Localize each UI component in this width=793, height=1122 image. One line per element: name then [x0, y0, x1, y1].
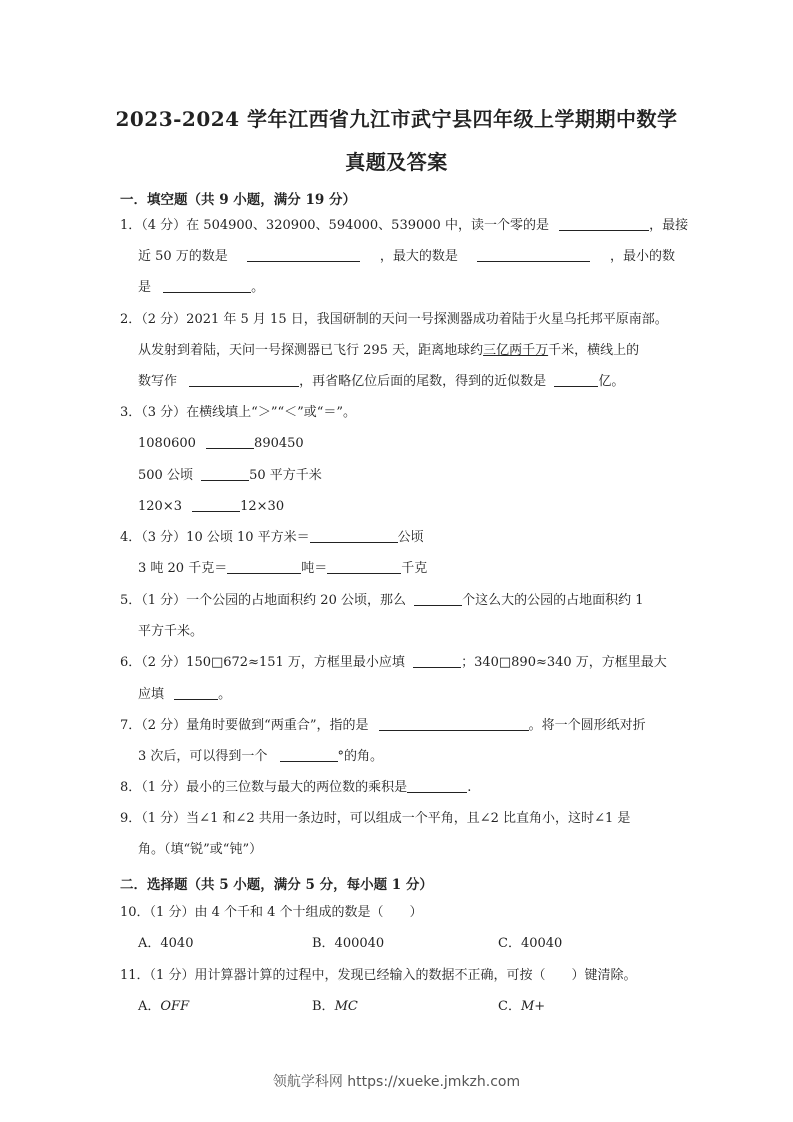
q6-text-a1: 6．（2 分）150□672≈151 万，方框里最小应填 [120, 655, 405, 670]
q1-text-c2: ，最大的数是 [379, 249, 458, 264]
question-4-line-1 [120, 528, 675, 548]
q8-text-a1: 8．（1 分）最小的三位数与最大的两位数的乘积是 [120, 780, 408, 795]
q4-text-b1: 3 吨 20 千克＝ [138, 561, 228, 576]
q3-blank-2[interactable] [201, 466, 249, 481]
q11-option-b-label: B． [312, 999, 335, 1014]
question-11-stem: 11．（1 分）用计算器计算的过程中，发现已经输入的数据不正确，可按（ ）键清除。 [120, 968, 637, 983]
q1-text-d1: 是 [138, 280, 152, 295]
q11-option-c-label: C． [498, 999, 521, 1014]
q1-text-c3: ，最小的数 [609, 249, 675, 264]
q8-blank-1[interactable] [407, 778, 467, 793]
q4-text-b2: 吨＝ [301, 561, 328, 576]
q8-text-a2: . [467, 780, 472, 795]
q11-option-a-label: A． [138, 999, 161, 1014]
q2-blank-1[interactable] [189, 372, 299, 387]
question-2-line-2 [138, 341, 693, 361]
q10-option-b[interactable]: B．400040 [312, 936, 385, 951]
question-3-stem: 3．（3 分）在横线填上“＞”“＜”或“＝”。 [120, 405, 357, 420]
question-4-line-2 [138, 559, 693, 579]
q3-r3-left: 120×3 [138, 499, 182, 514]
q3-r1-left: 1080600 [138, 436, 196, 451]
q6-text-b2: 。 [218, 687, 232, 702]
question-1-line-3 [138, 278, 693, 298]
q3-r2-right: 50 平方千米 [249, 468, 322, 483]
question-3-row-1 [138, 434, 693, 454]
q7-text-a1: 7．（2 分）量角时要做到“两重合”，指的是 [120, 718, 369, 733]
q1-blank-1[interactable] [559, 216, 649, 231]
q1-text-a: 1．（4 分）在 504900、320900、594000、539000 中，读一个零的是 [120, 218, 549, 233]
q6-text-b1: 应填 [138, 687, 165, 702]
page-title-line1: 2023-2024 学年江西省九江市武宁县四年级上学期期中数学 [115, 107, 678, 131]
q1-text-b: ，最接 [649, 218, 689, 233]
q1-text-c1: 近 50 万的数是 [138, 249, 228, 264]
q6-blank-2[interactable] [174, 685, 218, 700]
q2-text-b1: 从发射到着陆，天问一号探测器已飞行 295 天，距离地球约 [138, 343, 484, 358]
q1-blank-2[interactable] [247, 247, 360, 262]
q4-blank-1[interactable] [310, 528, 398, 543]
q1-blank-3[interactable] [477, 247, 590, 262]
q2-text-c3: 亿。 [598, 374, 625, 389]
q4-blank-2[interactable] [227, 559, 301, 574]
q4-text-b3: 千克 [401, 561, 428, 576]
q5-text-a2: 个这么大的公园的占地面积约 1 [462, 593, 644, 608]
question-9-line-1: 9．（1 分）当∠1 和∠2 共用一条边时，可以组成一个平角，且∠2 比直角小，这时∠1 是 [120, 811, 631, 826]
section-heading-fill-blank: 一．填空题（共 9 小题，满分 19 分） [120, 192, 356, 208]
question-7-line-1 [120, 716, 675, 736]
q2-text-c1: 数写作 [138, 374, 178, 389]
question-1-line-2 [138, 247, 675, 267]
q10-option-a[interactable]: A．4040 [138, 936, 194, 951]
q7-blank-2[interactable] [280, 747, 338, 762]
question-1-line-1 [120, 216, 689, 236]
q7-text-b1: 3 次后，可以得到一个 [138, 749, 268, 764]
q2-text-c2: ，再省略亿位后面的尾数，得到的近似数是 [299, 374, 547, 389]
q2-blank-2[interactable] [554, 372, 598, 387]
question-7-line-2 [138, 747, 693, 767]
q3-r3-right: 12×30 [240, 499, 285, 514]
q11-option-b[interactable] [312, 997, 358, 1017]
q3-r1-right: 890450 [254, 436, 304, 451]
q10-option-c[interactable]: C．40040 [498, 936, 563, 951]
q4-text-a2: 公顷 [397, 530, 424, 545]
q3-blank-3[interactable] [192, 497, 240, 512]
question-3-row-2 [138, 466, 693, 486]
q11-option-c-key: M+ [520, 999, 546, 1014]
q4-blank-3[interactable] [327, 559, 401, 574]
question-10-stem: 10．（1 分）由 4 个千和 4 个十组成的数是（ ） [120, 905, 423, 920]
q1-text-d2: 。 [251, 280, 265, 295]
q2-text-b3: 千米，横线上的 [548, 343, 640, 358]
q11-option-c[interactable] [498, 997, 545, 1017]
q7-blank-1[interactable] [379, 716, 529, 731]
question-5-line-2: 平方千米。 [138, 624, 204, 639]
q6-blank-1[interactable] [413, 653, 461, 668]
question-3-row-3 [138, 497, 693, 517]
q5-text-a1: 5．（1 分）一个公园的占地面积约 20 公顷，那么 [120, 593, 406, 608]
question-9-line-2: 角。（填“锐”或“钝”） [138, 842, 263, 857]
q11-option-b-key: MC [334, 999, 358, 1014]
q2-underlined-number: 三亿两千万 [483, 343, 549, 358]
question-6-line-2 [138, 685, 693, 705]
question-8 [120, 778, 675, 798]
q3-blank-1[interactable] [206, 434, 254, 449]
question-6-line-1 [120, 653, 675, 673]
footer-watermark: 领航学科网 https://xueke.jmkzh.com [272, 1074, 521, 1090]
section-heading-multiple-choice: 二．选择题（共 5 小题，满分 5 分，每小题 1 分） [120, 877, 433, 893]
q7-text-a2: 。将一个圆形纸对折 [528, 718, 646, 733]
q11-option-a-key: OFF [160, 999, 190, 1014]
question-5-line-1 [120, 591, 675, 611]
question-2-line-1: 2．（2 分）2021 年 5 月 15 日，我国研制的天问一号探测器成功着陆于火星乌托邦平原南部。 [120, 312, 668, 327]
page-title-line2: 真题及答案 [345, 150, 448, 174]
q6-text-a2: ；340□890≈340 万，方框里最大 [461, 655, 667, 670]
q5-blank-1[interactable] [414, 591, 462, 606]
q3-r2-left: 500 公顷 [138, 468, 193, 483]
q11-option-a[interactable] [138, 997, 189, 1017]
q1-blank-4[interactable] [163, 278, 251, 293]
q4-text-a1: 4．（3 分）10 公顷 10 平方米＝ [120, 530, 310, 545]
q7-text-b2: °的角。 [337, 749, 384, 764]
question-2-line-3 [138, 372, 693, 392]
